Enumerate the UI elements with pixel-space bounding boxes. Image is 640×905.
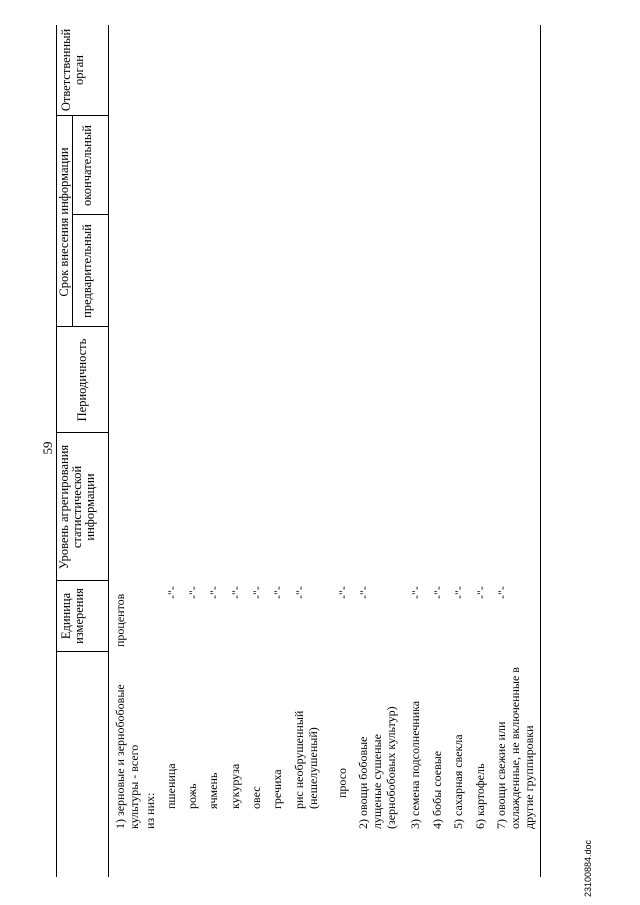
unit-corn: -"- <box>229 586 243 599</box>
unit-sunflower: -"- <box>409 586 423 599</box>
header-aggregation: Уровень агрегирования статистической информации <box>57 444 97 570</box>
unit-barley: -"- <box>207 586 221 599</box>
col-rule-1 <box>56 651 108 652</box>
page-number: 59 <box>40 441 55 455</box>
indicator-sugar-beet: 5) сахарная свекла <box>451 734 465 829</box>
header-bottom-rule <box>108 25 109 877</box>
indicator-sunflower: 3) семена подсолнечника <box>408 700 422 829</box>
header-unit: Единица измерения <box>59 588 86 644</box>
header-periodicity: Периодичность <box>75 338 89 422</box>
indicator-millet: просо <box>335 767 349 798</box>
indicator-buckwheat: гречиха <box>270 769 284 809</box>
indicator-rice: рис необрушенный (нешелушеный) <box>292 710 320 809</box>
unit-potatoes: -"- <box>474 586 488 599</box>
indicator-grain-total: 1) зерновые и зернобобовые культуры - всего <box>113 684 141 829</box>
unit-wheat: -"- <box>165 586 179 599</box>
unit-vegetables: -"- <box>495 586 509 599</box>
col-rule-3 <box>56 432 108 433</box>
footer-file-name: 23100884.doc <box>583 839 593 897</box>
table-bottom-rule <box>540 25 541 877</box>
header-responsible: Ответственный орган <box>59 28 86 112</box>
indicator-oats: овес <box>249 786 263 809</box>
unit-millet: -"- <box>336 586 350 599</box>
unit-rice: -"- <box>293 586 307 599</box>
header-final: окончательный <box>80 125 94 206</box>
unit-soybeans: -"- <box>431 586 445 599</box>
col-rule-2 <box>56 580 108 581</box>
indicator-soybeans: 4) бобы соевые <box>430 750 444 829</box>
unit-grain-total: процентов <box>113 593 127 647</box>
indicator-vegetables: 7) овощи свежие или охлажденные, не включенные в другие группировки <box>494 667 536 829</box>
unit-pulses: -"- <box>357 586 371 599</box>
indicator-barley: ячмень <box>206 772 220 809</box>
header-deadline: Срок внесения информации <box>57 147 71 297</box>
unit-sugar-beet: -"- <box>452 586 466 599</box>
indicator-potatoes: 6) картофель <box>473 763 487 829</box>
indicator-pulses: 2) овощи бобовые лущеные сушеные (зернобобовых культур) <box>356 706 398 829</box>
deadline-split-rule <box>72 116 73 327</box>
header-preliminary: предварительный <box>80 224 94 318</box>
col-rule-6 <box>56 115 108 116</box>
unit-rye: -"- <box>186 586 200 599</box>
indicator-of-which: из них: <box>143 792 157 829</box>
indicator-rye: рожь <box>185 783 199 809</box>
unit-oats: -"- <box>250 586 264 599</box>
col-rule-5 <box>72 214 108 215</box>
indicator-wheat: пшеница <box>164 763 178 809</box>
unit-buckwheat: -"- <box>271 586 285 599</box>
col-rule-4 <box>56 326 108 327</box>
indicator-corn: кукуруза <box>228 763 242 809</box>
